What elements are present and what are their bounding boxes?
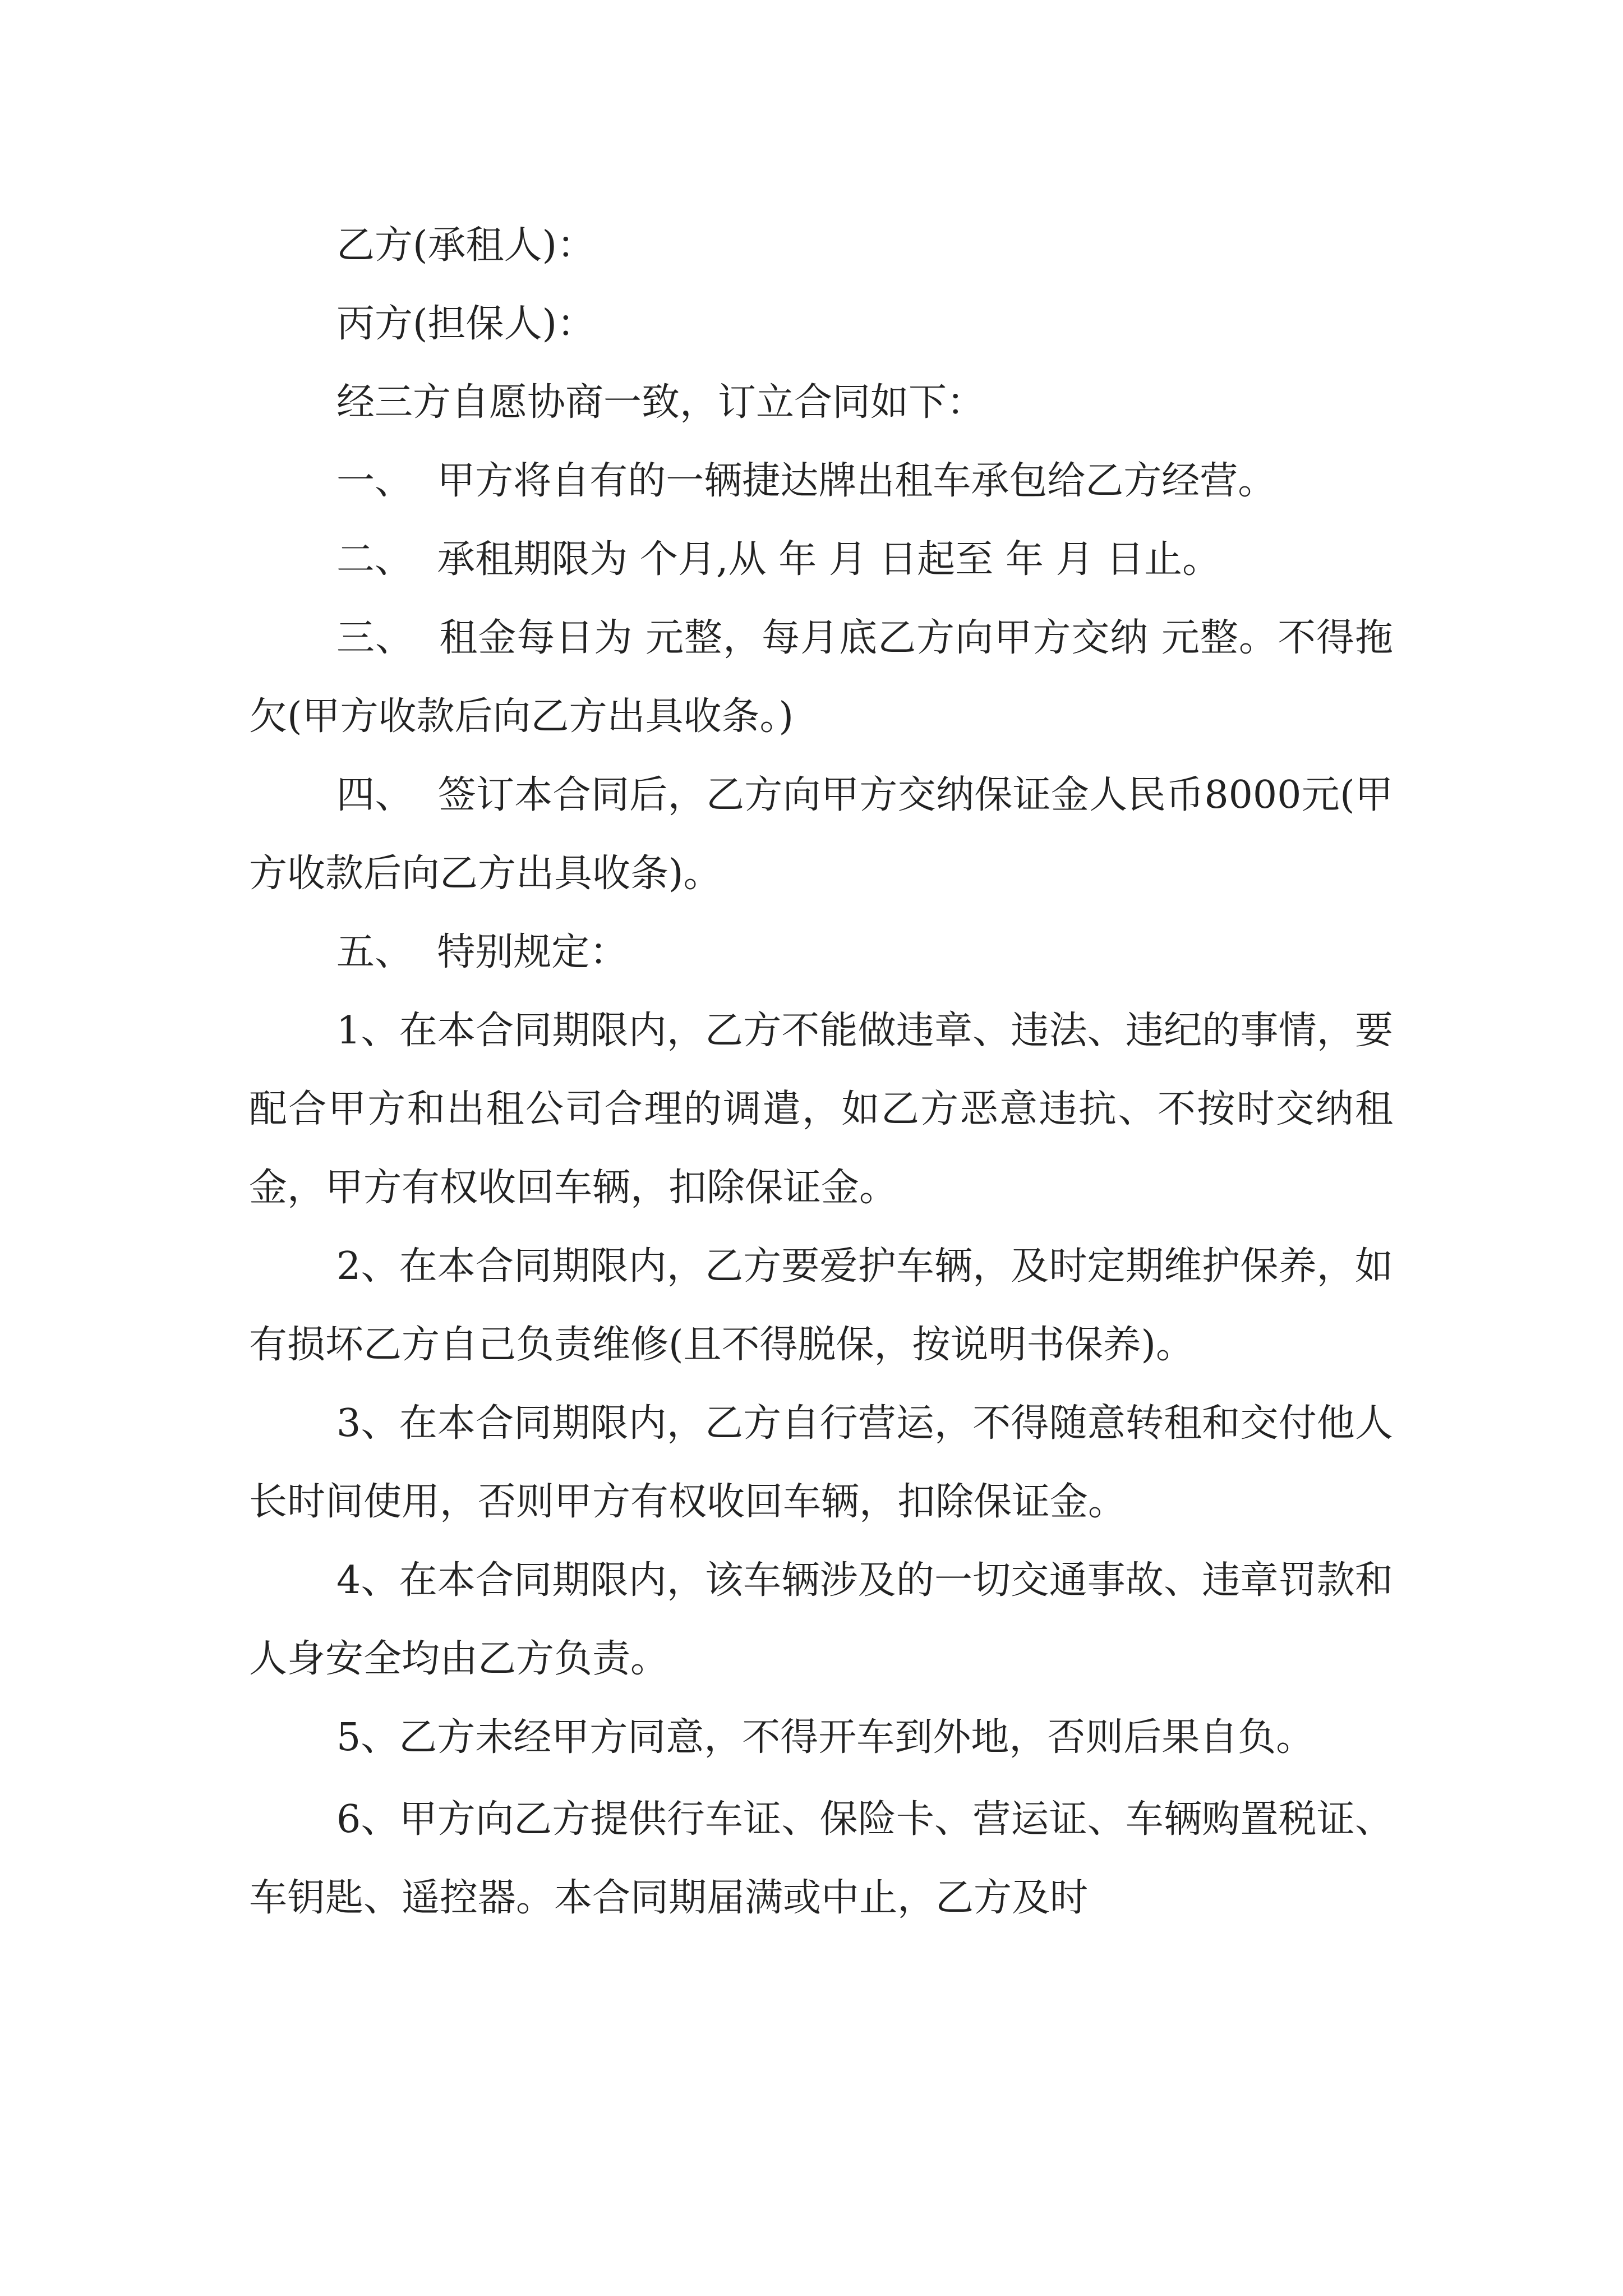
paragraph-clause-3: 三、 租金每日为 元整，每月底乙方向甲方交纳 元整。不得拖欠(甲方收款后向乙方出具收条。) bbox=[249, 616, 1393, 739]
paragraph-rule-4: 4、在本合同期限内，该车辆涉及的一切交通事故、违章罚款和人身安全均由乙方负责。 bbox=[249, 1558, 1393, 1681]
paragraph-party-b: 乙方(承租人)： bbox=[336, 223, 596, 268]
paragraph-party-c: 丙方(担保人)： bbox=[336, 302, 596, 346]
contract-body bbox=[249, 206, 1393, 1938]
paragraph-agreement-intro: 经三方自愿协商一致，订立合同如下： bbox=[336, 380, 985, 425]
paragraph-rule-2: 2、在本合同期限内，乙方要爱护车辆，及时定期维护保养，如有损坏乙方自己负责维修(且不得脱保，按说明书保养)。 bbox=[249, 1244, 1393, 1367]
paragraph-clause-2: 二、 承租期限为 个月,从 年 月 日起至 年 月 日止。 bbox=[336, 537, 1221, 582]
paragraph-rule-5: 5、乙方未经甲方同意，不得开车到外地，否则后果自负。 bbox=[336, 1715, 1315, 1760]
paragraph-rule-6: 6、甲方向乙方提供行车证、保险卡、营运证、车辆购置税证、车钥匙、遥控器。本合同期届满或中止，乙方及时 bbox=[249, 1797, 1393, 1920]
paragraph-clause-4: 四、 签订本合同后，乙方向甲方交纳保证金人民币8000元(甲方收款后向乙方出具收条)。 bbox=[249, 773, 1393, 896]
paragraph-rule-1: 1、在本合同期限内，乙方不能做违章、违法、违纪的事情，要配合甲方和出租公司合理的调遣，如乙方恶意违抗、不按时交纳租金，甲方有权收回车辆，扣除保证金。 bbox=[249, 1009, 1393, 1210]
paragraph-rule-3: 3、在本合同期限内，乙方自行营运，不得随意转租和交付他人长时间使用，否则甲方有权收回车辆，扣除保证金。 bbox=[249, 1401, 1393, 1524]
paragraph-clause-1: 一、 甲方将自有的一辆捷达牌出租车承包给乙方经营。 bbox=[336, 459, 1276, 503]
paragraph-clause-5-heading: 五、 特别规定： bbox=[336, 930, 628, 974]
